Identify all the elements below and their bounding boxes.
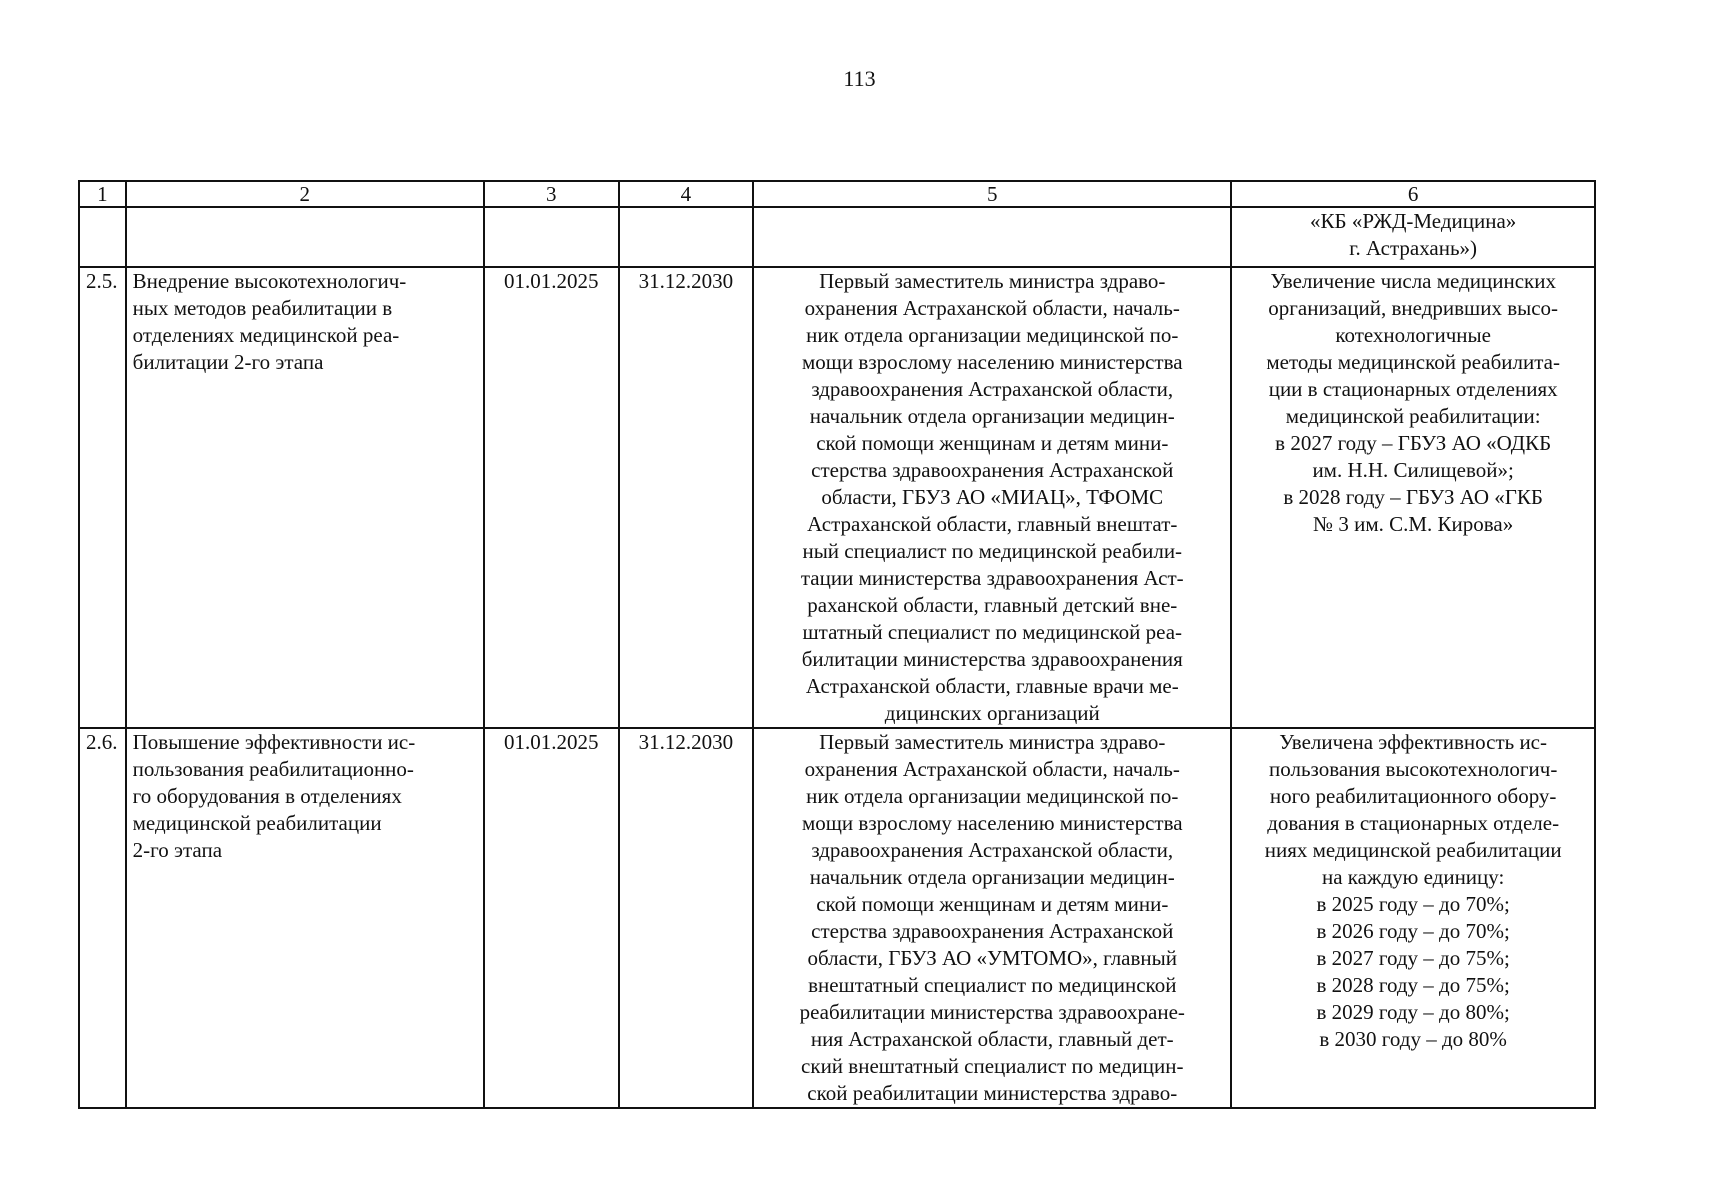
empty-cell bbox=[753, 207, 1231, 267]
end-date: 31.12.2030 bbox=[619, 267, 754, 728]
column-number: 2 bbox=[126, 181, 484, 207]
text-line: ской реабилитации министерства здраво- bbox=[807, 1081, 1178, 1105]
text-line: Внедрение высокотехнологич- bbox=[132, 269, 407, 293]
text-line: тации министерства здравоохранения Аст- bbox=[800, 566, 1184, 590]
text-line: г. Астрахань») bbox=[1349, 236, 1478, 260]
text-line: № 3 им. С.М. Кирова» bbox=[1313, 512, 1514, 536]
text-line: им. Н.Н. Силищевой»; bbox=[1312, 458, 1514, 482]
text-line: области, ГБУЗ АО «УМТОМО», главный bbox=[807, 946, 1177, 970]
text-line: внештатный специалист по медицинской bbox=[808, 973, 1177, 997]
text-line: мощи взрослому населению министерства bbox=[801, 350, 1183, 374]
text-line: в 2030 году – до 80% bbox=[1319, 1027, 1507, 1051]
text-line: начальник отдела организации медицин- bbox=[809, 865, 1175, 889]
column-number: 1 bbox=[79, 181, 126, 207]
text-line: охранения Астраханской области, началь- bbox=[804, 296, 1180, 320]
text-line: го оборудования в отделениях bbox=[132, 784, 402, 808]
continuation-result-cell bbox=[1231, 207, 1595, 267]
text-line: ный специалист по медицинской реабили- bbox=[802, 539, 1183, 563]
text-line: здравоохранения Астраханской области, bbox=[811, 377, 1174, 401]
text-line: ния Астраханской области, главный дет- bbox=[810, 1027, 1174, 1051]
table-row bbox=[79, 267, 1595, 728]
text-line: Астраханской области, главный внештат- bbox=[807, 512, 1178, 536]
row-number: 2.5. bbox=[79, 267, 126, 728]
text-line: начальник отдела организации медицин- bbox=[809, 404, 1175, 428]
text-line: охранения Астраханской области, началь- bbox=[804, 757, 1180, 781]
text-line: стерства здравоохранения Астраханской bbox=[811, 458, 1174, 482]
text-line: ник отдела организации медицинской по- bbox=[806, 784, 1179, 808]
text-line: котехнологичные bbox=[1335, 323, 1491, 347]
text-line: билитации министерства здравоохранения bbox=[801, 647, 1183, 671]
text-line: билитации 2-го этапа bbox=[132, 350, 324, 374]
text-line: медицинской реабилитации bbox=[132, 811, 382, 835]
text-line: Первый заместитель министра здраво- bbox=[819, 269, 1166, 293]
text-line: организаций, внедривших высо- bbox=[1268, 296, 1559, 320]
text-line: здравоохранения Астраханской области, bbox=[811, 838, 1174, 862]
text-line: в 2025 году – до 70%; bbox=[1316, 892, 1510, 916]
text-line: на каждую единицу: bbox=[1321, 865, 1505, 889]
text-line: методы медицинской реабилита- bbox=[1266, 350, 1560, 374]
text-line: в 2026 году – до 70%; bbox=[1316, 919, 1510, 943]
continuation-row bbox=[79, 207, 1595, 267]
text-line: ниях медицинской реабилитации bbox=[1264, 838, 1562, 862]
text-line: Увеличение числа медицинских bbox=[1270, 269, 1556, 293]
text-line: ции в стационарных отделениях bbox=[1268, 377, 1558, 401]
text-line: отделениях медицинской реа- bbox=[132, 323, 400, 347]
text-line: «КБ «РЖД-Медицина» bbox=[1310, 209, 1517, 233]
text-line: Увеличена эффективность ис- bbox=[1279, 730, 1548, 754]
empty-cell bbox=[619, 207, 754, 267]
responsible-cell bbox=[753, 267, 1231, 728]
text-line: в 2027 году – до 75%; bbox=[1316, 946, 1510, 970]
end-date: 31.12.2030 bbox=[619, 728, 754, 1108]
text-line: реабилитации министерства здравоохране- bbox=[799, 1000, 1185, 1024]
column-number: 6 bbox=[1231, 181, 1595, 207]
text-line: Первый заместитель министра здраво- bbox=[819, 730, 1166, 754]
text-line: Астраханской области, главные врачи ме- bbox=[805, 674, 1179, 698]
text-line: в 2027 году – ГБУЗ АО «ОДКБ bbox=[1275, 431, 1552, 455]
column-number: 3 bbox=[484, 181, 619, 207]
column-number: 5 bbox=[753, 181, 1231, 207]
text-line: в 2029 году – до 80%; bbox=[1316, 1000, 1510, 1024]
text-line: мощи взрослому населению министерства bbox=[801, 811, 1183, 835]
text-line: пользования высокотехнологич- bbox=[1269, 757, 1558, 781]
text-line: ник отдела организации медицинской по- bbox=[806, 323, 1179, 347]
text-line: 2-го этапа bbox=[132, 838, 223, 862]
task-cell bbox=[126, 728, 484, 1108]
text-line: ской помощи женщинам и детям мини- bbox=[816, 892, 1169, 916]
start-date: 01.01.2025 bbox=[484, 267, 619, 728]
empty-cell bbox=[79, 207, 126, 267]
result-cell bbox=[1231, 728, 1595, 1108]
column-number-row bbox=[79, 181, 1595, 207]
text-line: Повышение эффективности ис- bbox=[132, 730, 416, 754]
text-line: дования в стационарных отделе- bbox=[1267, 811, 1560, 835]
text-line: медицинской реабилитации: bbox=[1285, 404, 1541, 428]
text-line: стерства здравоохранения Астраханской bbox=[811, 919, 1174, 943]
table-row bbox=[79, 728, 1595, 1108]
column-number: 4 bbox=[619, 181, 754, 207]
text-line: штатный специалист по медицинской реа- bbox=[802, 620, 1183, 644]
text-line: в 2028 году – до 75%; bbox=[1316, 973, 1510, 997]
text-line: ский внештатный специалист по медицин- bbox=[801, 1054, 1184, 1078]
text-line: ного реабилитационного обору- bbox=[1269, 784, 1557, 808]
start-date: 01.01.2025 bbox=[484, 728, 619, 1108]
result-cell bbox=[1231, 267, 1595, 728]
plan-table bbox=[78, 180, 1596, 1109]
text-line: в 2028 году – ГБУЗ АО «ГКБ bbox=[1283, 485, 1543, 509]
row-number: 2.6. bbox=[79, 728, 126, 1108]
text-line: ных методов реабилитации в bbox=[132, 296, 393, 320]
page-number: 113 bbox=[843, 66, 876, 91]
text-line: раханской области, главный детский вне- bbox=[807, 593, 1178, 617]
text-line: области, ГБУЗ АО «МИАЦ», ТФОМС bbox=[821, 485, 1164, 509]
text-line: ской помощи женщинам и детям мини- bbox=[816, 431, 1169, 455]
text-line: дицинских организаций bbox=[884, 701, 1100, 725]
responsible-cell bbox=[753, 728, 1231, 1108]
task-cell bbox=[126, 267, 484, 728]
text-line: пользования реабилитационно- bbox=[132, 757, 414, 781]
empty-cell bbox=[126, 207, 484, 267]
empty-cell bbox=[484, 207, 619, 267]
